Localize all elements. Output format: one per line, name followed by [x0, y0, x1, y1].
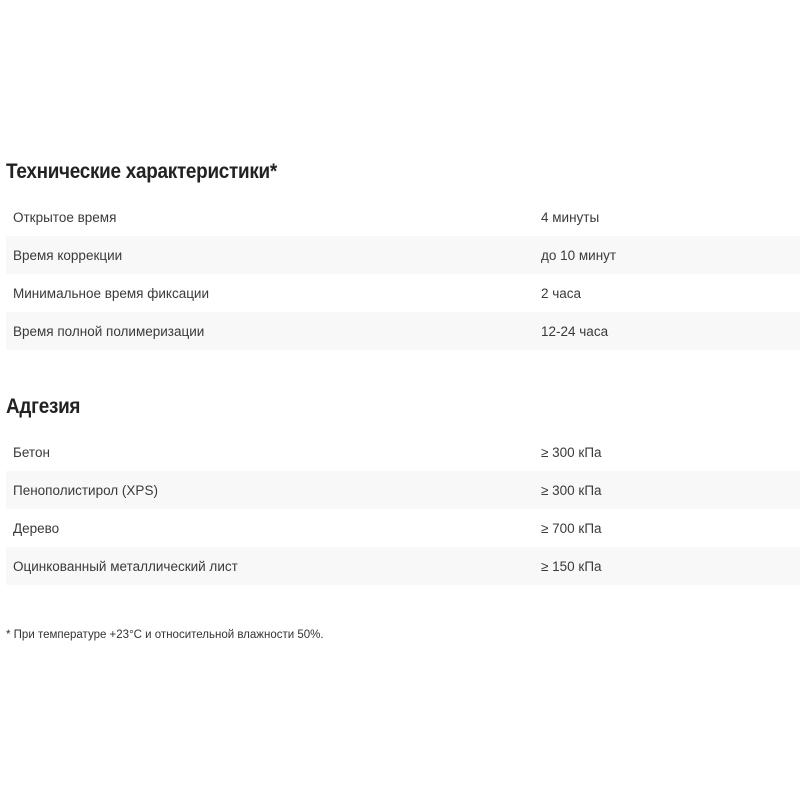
- spec-value: до 10 минут: [541, 247, 617, 263]
- footnote: * При температуре +23°С и относительной влажности 50%.: [6, 629, 324, 641]
- specs-table: [6, 198, 800, 350]
- table-row: [6, 274, 800, 312]
- table-row: [6, 471, 800, 509]
- spec-value: 4 минуты: [541, 209, 600, 225]
- adhesion-value: ≥ 700 кПа: [541, 520, 602, 536]
- spec-name: Время полной полимеризации: [13, 323, 205, 339]
- adhesion-value: ≥ 150 кПа: [541, 558, 602, 574]
- spec-name: Минимальное время фиксации: [13, 285, 210, 301]
- spec-value: 12-24 часа: [541, 323, 609, 339]
- spec-content: [6, 157, 800, 641]
- adhesion-value: ≥ 300 кПа: [541, 482, 602, 498]
- table-row: [6, 547, 800, 585]
- table-row: [6, 198, 800, 236]
- spec-name: Время коррекции: [13, 247, 123, 263]
- adhesion-value: ≥ 300 кПа: [541, 444, 602, 460]
- adhesion-material: Дерево: [13, 520, 60, 536]
- adhesion-title: Адгезия: [6, 395, 81, 418]
- spec-name: Открытое время: [13, 209, 117, 225]
- specs-title: Технические характеристики*: [6, 160, 277, 183]
- adhesion-material: Бетон: [13, 444, 50, 460]
- table-row: [6, 312, 800, 350]
- adhesion-material: Оцинкованный металлический лист: [13, 558, 238, 574]
- table-row: [6, 433, 800, 471]
- adhesion-material: Пенополистирол (XPS): [13, 482, 158, 498]
- section-gap: [6, 350, 800, 392]
- adhesion-table: [6, 433, 800, 585]
- table-row: [6, 236, 800, 274]
- spec-value: 2 часа: [541, 285, 582, 301]
- table-row: [6, 509, 800, 547]
